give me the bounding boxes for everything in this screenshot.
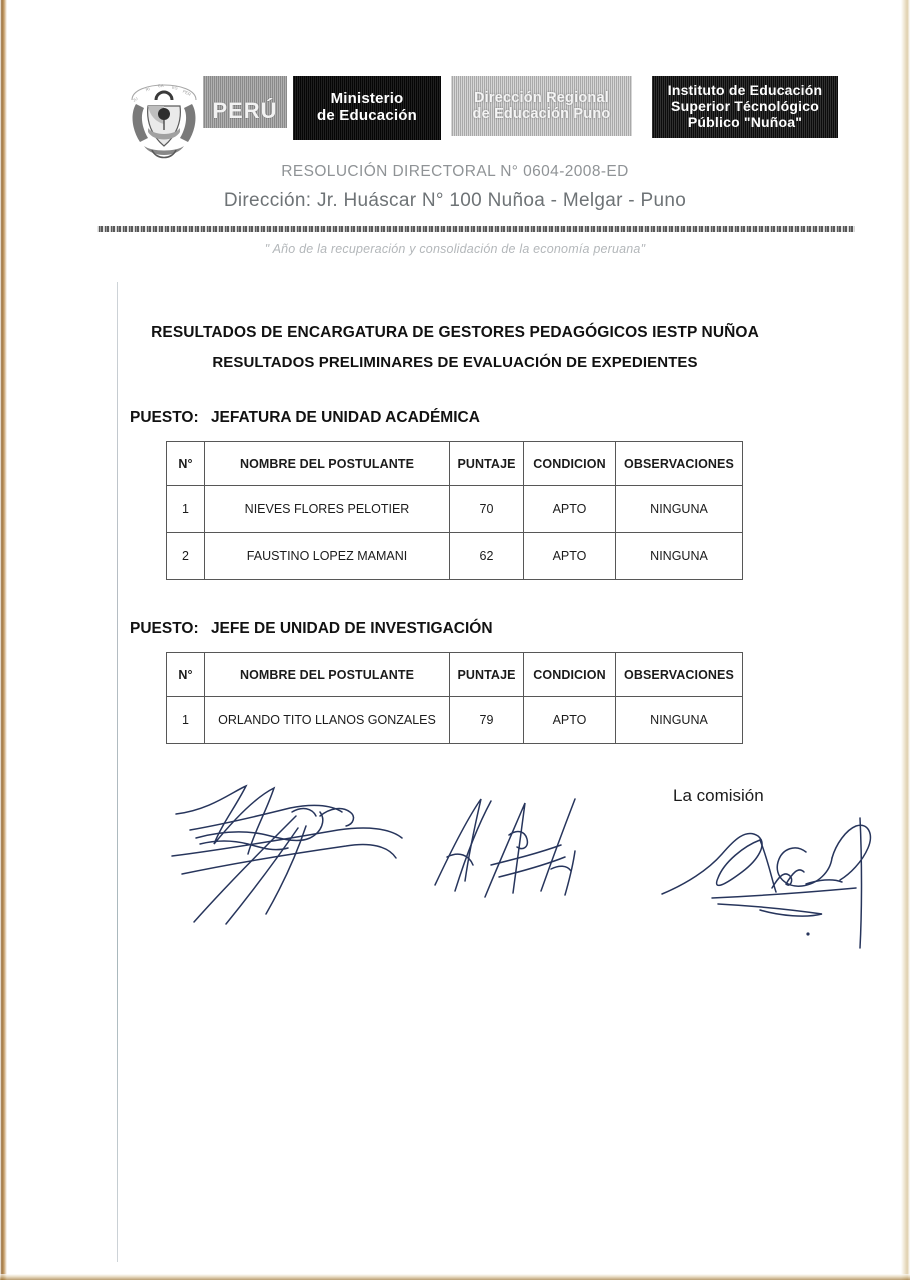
puesto-value: JEFATURA DE UNIDAD ACADÉMICA	[210, 409, 480, 426]
year-motto: " Año de la recuperación y consolidación de la economía peruana"	[264, 242, 646, 256]
puesto-value: JEFE DE UNIDAD DE INVESTIGACIÓN	[210, 620, 493, 637]
header-divider	[97, 226, 855, 232]
results-table-1	[166, 441, 743, 580]
table-row	[167, 697, 743, 744]
svg-text:PER: PER	[181, 88, 192, 97]
banner-peru	[203, 76, 287, 128]
column-header-condicion: CONDICION	[524, 442, 616, 486]
resolution-line: RESOLUCIÓN DIRECTORAL N° 0604-2008-ED	[281, 163, 629, 180]
address-line: Dirección: Jr. Huáscar N° 100 Nuñoa - Melgar - Puno	[223, 190, 687, 211]
banner-ministerio-text: Ministerio de Educación	[317, 90, 417, 124]
cell-puntaje: 79	[450, 697, 524, 744]
page-margin-rule	[117, 282, 118, 1262]
section-jefe-unidad-investigacion	[130, 620, 743, 744]
page-subtitle: RESULTADOS PRELIMINARES DE EVALUACIÓN DE EXPEDIENTES	[212, 354, 698, 371]
cell-condicion: APTO	[524, 486, 616, 533]
signature-middle	[425, 795, 600, 910]
column-header-puntaje: PUNTAJE	[450, 442, 524, 486]
results-table-2	[166, 652, 743, 744]
cell-condicion: APTO	[524, 697, 616, 744]
signature-left	[170, 782, 420, 937]
peru-coat-of-arms-icon	[118, 66, 210, 166]
cell-numero: 2	[167, 533, 205, 580]
cell-condicion: APTO	[524, 533, 616, 580]
banner-peru-text: PERÚ	[212, 98, 278, 124]
puesto-heading	[130, 620, 743, 638]
puesto-heading	[130, 409, 743, 427]
cell-numero: 1	[167, 697, 205, 744]
cell-observaciones: NINGUNA	[616, 697, 743, 744]
page-title: RESULTADOS DE ENCARGATURA DE GESTORES PEDAGÓGICOS IESTP NUÑOA	[151, 324, 759, 341]
banner-direccion-regional-puno	[451, 76, 632, 136]
cell-puntaje: 70	[450, 486, 524, 533]
svg-text:CA: CA	[157, 82, 164, 89]
puesto-label: PUESTO:	[130, 620, 199, 637]
table-row	[167, 533, 743, 580]
column-header-puntaje: PUNTAJE	[450, 653, 524, 697]
cell-observaciones: NINGUNA	[616, 486, 743, 533]
cell-observaciones: NINGUNA	[616, 533, 743, 580]
svg-text:RI: RI	[144, 86, 151, 93]
section-jefatura-unidad-academica	[130, 409, 743, 580]
banner-iestp-text: Instituto de Educación Superior Técnológico Público "Nuñoa"	[667, 82, 823, 130]
scan-edge-bottom	[0, 1274, 910, 1280]
column-header-observaciones: OBSERVACIONES	[616, 653, 743, 697]
svg-text:ES: ES	[171, 84, 179, 91]
banner-instituto-nunoa	[652, 76, 838, 138]
table-header-row	[167, 442, 743, 486]
column-header-observaciones: OBSERVACIONES	[616, 442, 743, 486]
column-header-numero: N°	[167, 653, 205, 697]
banner-ministerio-educacion	[293, 76, 441, 140]
cell-numero: 1	[167, 486, 205, 533]
banner-drep-text: Dirección Regional de Educación Puno	[472, 89, 611, 122]
cell-puntaje: 62	[450, 533, 524, 580]
cell-nombre: ORLANDO TITO LLANOS GONZALES	[205, 697, 450, 744]
column-header-nombre: NOMBRE DEL POSTULANTE	[205, 653, 450, 697]
institutional-banners	[203, 76, 838, 140]
table-row	[167, 486, 743, 533]
signature-right-comision	[660, 800, 890, 955]
cell-nombre: NIEVES FLORES PELOTIER	[205, 486, 450, 533]
cell-nombre: FAUSTINO LOPEZ MAMANI	[205, 533, 450, 580]
comision-label: La comisión	[673, 786, 764, 805]
column-header-nombre: NOMBRE DEL POSTULANTE	[205, 442, 450, 486]
puesto-label: PUESTO:	[130, 409, 199, 426]
column-header-numero: N°	[167, 442, 205, 486]
column-header-condicion: CONDICION	[524, 653, 616, 697]
svg-text:JU: JU	[131, 95, 139, 103]
table-header-row	[167, 653, 743, 697]
